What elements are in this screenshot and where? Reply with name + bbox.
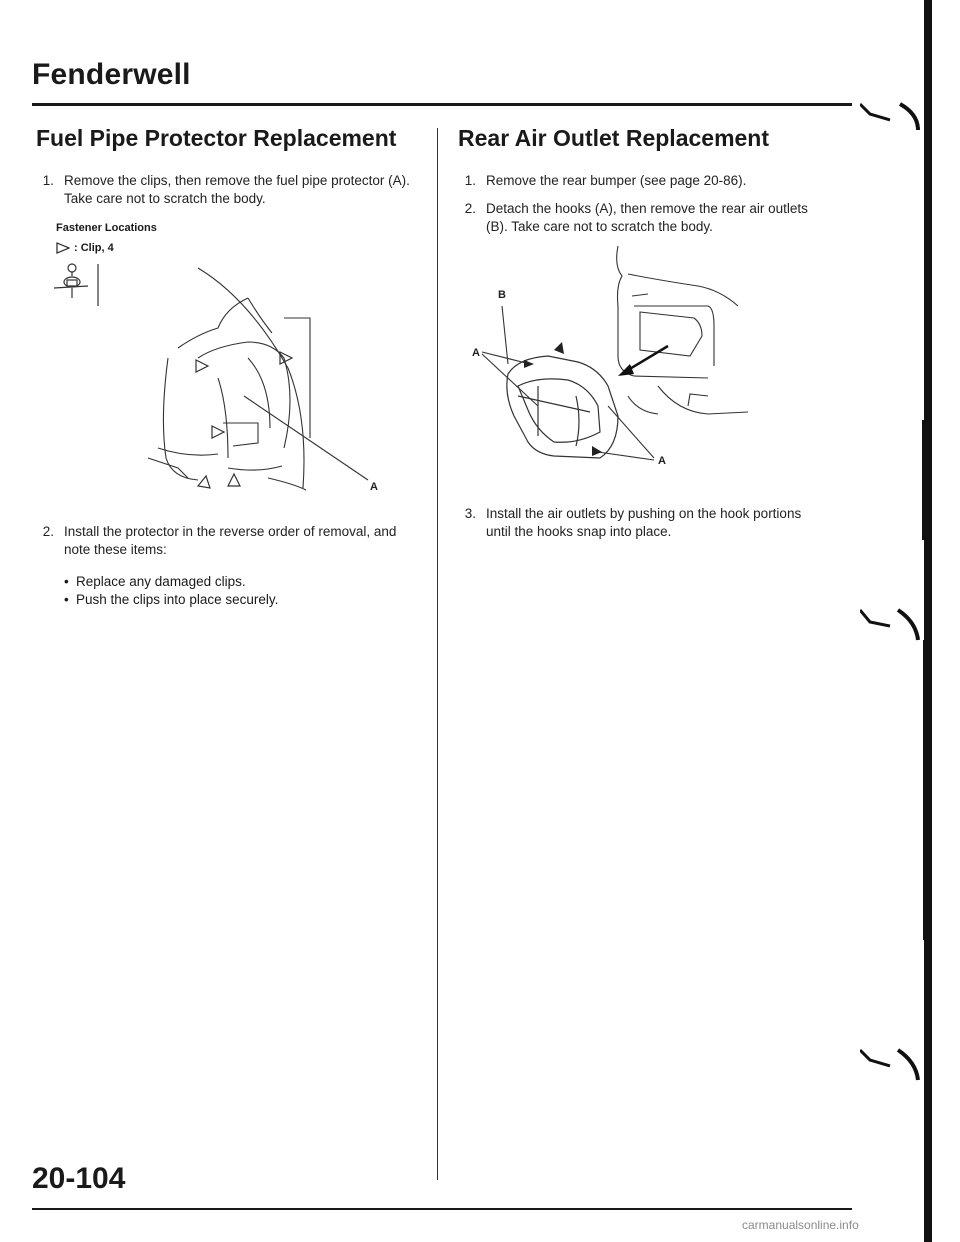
body-panel-outline: [617, 246, 748, 414]
clip-triangle-icon: [56, 242, 70, 254]
column-divider: [437, 128, 438, 1180]
rear-air-outlet-heading: Rear Air Outlet Replacement: [458, 125, 770, 151]
right-step-1-number: 1.: [464, 173, 476, 188]
fuel-pipe-protector-section: [36, 124, 426, 609]
page-edge-marks: [860, 100, 920, 1100]
clip-icon: [54, 264, 98, 306]
list-item: • Push the clips into place securely.: [64, 591, 426, 609]
watermark: carmanualsonline.info: [742, 1218, 859, 1232]
right-step-2-text: Detach the hooks (A), then remove the rear air outlets (B). Take care not to scratch the body.: [486, 201, 808, 234]
left-step-2-text: Install the protector in the reverse order of removal, and note these items:: [64, 524, 397, 557]
hook-marker: [524, 360, 534, 368]
left-step-1: [36, 172, 426, 208]
leader-line-a-left-2: [482, 354, 538, 406]
header-rule: [32, 103, 852, 106]
rear-air-outlet-section: [458, 124, 818, 541]
right-step-2-number: 2.: [464, 201, 476, 216]
figure-label-a-right: A: [658, 455, 666, 467]
clip-legend-text: : Clip, 4: [74, 242, 114, 254]
section-title: Fenderwell: [32, 58, 191, 91]
figure-label-a-left: A: [472, 347, 480, 359]
air-outlet-outline: [507, 356, 618, 458]
right-step-3-text: Install the air outlets by pushing on the hook portions until the hooks snap into place.: [486, 506, 802, 539]
leader-line-a-left-1: [482, 352, 530, 364]
figure-label-b: B: [498, 289, 506, 301]
hook-marker: [554, 342, 564, 354]
leader-line-b: [502, 306, 508, 364]
left-step-2: [36, 523, 426, 559]
clip-legend: [56, 242, 426, 254]
fuel-pipe-protector-heading: Fuel Pipe Protector Replacement: [36, 125, 397, 151]
left-step-1-text: Remove the clips, then remove the fuel pipe protector (A). Take care not to scratch the body.: [64, 173, 410, 206]
body-panel-outline: [148, 268, 310, 490]
hook-marker: [592, 446, 602, 456]
right-step-3-number: 3.: [464, 506, 476, 521]
install-notes-list: [64, 573, 426, 609]
leader-line-a-right-2: [608, 406, 654, 458]
fuel-pipe-protector-figure: [48, 258, 408, 493]
leader-line-a-right-1: [598, 452, 654, 460]
leader-line-a: [244, 396, 368, 480]
right-step-2: [458, 200, 818, 236]
right-step-3: [458, 505, 818, 541]
fastener-locations-label: Fastener Locations: [56, 222, 157, 234]
binding-edge: [920, 0, 934, 1242]
rear-air-outlet-figure: [458, 246, 798, 491]
footer-rule: [32, 1208, 852, 1210]
right-step-1-text: Remove the rear bumper (see page 20-86).: [486, 173, 747, 188]
figure-label-a: A: [370, 481, 378, 493]
left-step-1-number: 1.: [42, 173, 54, 188]
list-item: • Replace any damaged clips.: [64, 573, 426, 591]
left-step-2-number: 2.: [42, 524, 54, 539]
page-number: 20-104: [32, 1162, 126, 1195]
removal-arrow-shaft: [628, 346, 668, 370]
right-step-1: [458, 172, 818, 190]
